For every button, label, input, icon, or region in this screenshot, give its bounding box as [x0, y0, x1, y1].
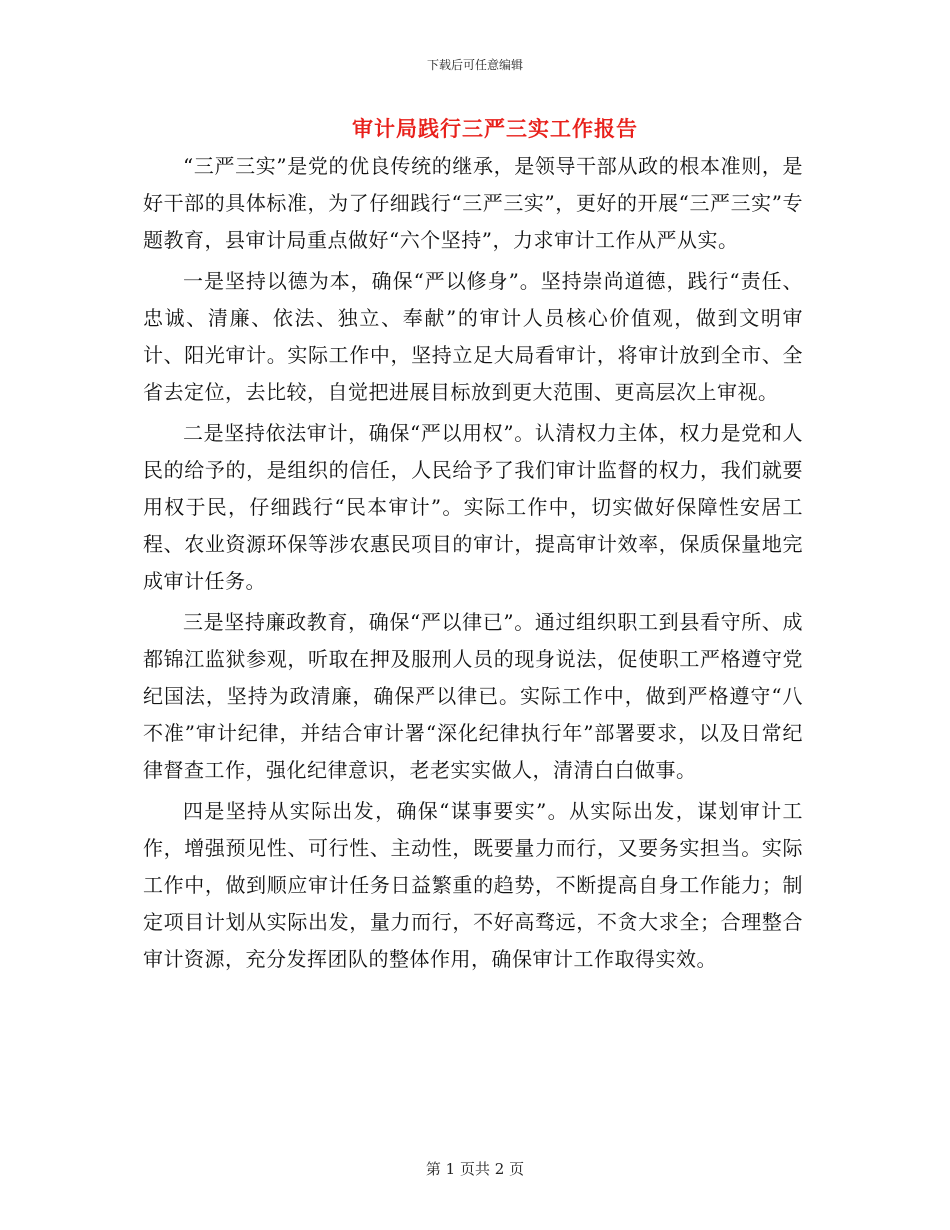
paragraph-point-3: 三是坚持廉政教育，确保“严以律已”。通过组织职工到县看守所、成都锦江监狱参观，听取在押及服刑人员的现身说法，促使职工严格遵守党纪国法，坚持为政清廉，确保严以律已。实际工作中，做到严格遵守“八不准”审计纪律，并结合审计署“深化纪律执行年”部署要求，以及日常纪律督查工作，强化纪律意识，老老实实做人，清清白白做事。 [143, 610, 803, 782]
paragraph-intro: “三严三实”是党的优良传统的继承，是领导干部从政的根本准则，是好干部的具体标准，为了仔细践行“三严三实”，更好的开展“三严三实”专题教育，县审计局重点做好“六个坚持”，力求审计工作从严从实。 [143, 154, 803, 252]
header-note: 下载后可任意编辑 [426, 58, 523, 72]
paragraph-point-2: 二是坚持依法审计，确保“严以用权”。认清权力主体，权力是党和人民的给予的，是组织的信任，人民给予了我们审计监督的权力，我们就要用权于民，仔细践行“民本审计”。实际工作中，切实做好保障性安居工程、农业资源环保等涉农惠民项目的审计，提高审计效率，保质保量地完成审计任务。 [143, 421, 803, 593]
document-body [143, 148, 803, 982]
paragraph-point-4: 四是坚持从实际出发，确保“谋事要实”。从实际出发，谋划审计工作，增强预见性、可行性、主动性，既要量力而行，又要务实担当。实际工作中，做到顺应审计任务日益繁重的趋势，不断提高自身工作能力；制定项目计划从实际出发，量力而行，不好高骛远，不贪大求全；合理整合审计资源，充分发挥团队的整体作用，确保审计工作取得实效。 [143, 799, 803, 971]
document-title: 审计局践行三严三实工作报告 [352, 117, 638, 141]
paragraph-point-1: 一是坚持以德为本，确保“严以修身”。坚持崇尚道德，践行“责任、忠诚、清廉、依法、独立、奉献”的审计人员核心价值观，做到文明审计、阳光审计。实际工作中，坚持立足大局看审计，将审计放到全市、全省去定位，去比较，自觉把进展目标放到更大范围、更高层次上审视。 [143, 269, 803, 404]
page-footer: 第 1 页共 2 页 [425, 1160, 525, 1178]
